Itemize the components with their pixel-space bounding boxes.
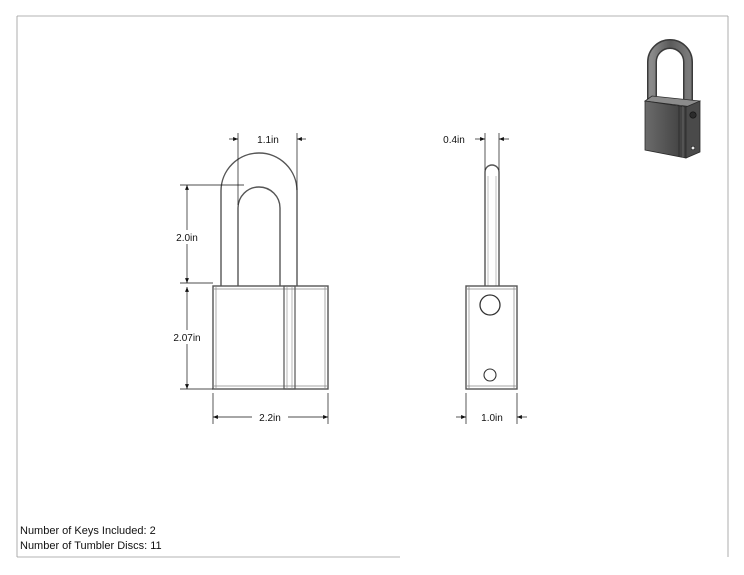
- dim-shackle-thickness-label: 0.4in: [443, 135, 465, 146]
- dim-shackle-width-label: 1.1in: [257, 135, 279, 146]
- front-shackle-inner: [238, 187, 280, 286]
- keyhole-circle: [480, 295, 500, 315]
- specification-notes: [20, 524, 162, 554]
- tumbler-discs-note: Number of Tumbler Discs: 11: [20, 540, 162, 552]
- dim-body-width-label: 2.2in: [259, 413, 281, 424]
- keys-included-note: Number of Keys Included: 2: [20, 525, 156, 537]
- iso-keyhole: [690, 112, 696, 118]
- dim-body-height-label: 2.07in: [173, 333, 201, 344]
- dim-body-depth-label: 1.0in: [481, 413, 503, 424]
- pin-hole-circle: [484, 369, 496, 381]
- front-shackle-outer: [221, 153, 297, 286]
- iso-body-front: [645, 101, 686, 158]
- side-view: [466, 165, 517, 389]
- front-view: [213, 153, 328, 389]
- iso-pin-hole: [691, 146, 695, 150]
- front-body: [213, 286, 328, 389]
- side-body: [466, 286, 517, 389]
- front-dimensions: [180, 133, 328, 424]
- isometric-view: [645, 44, 700, 158]
- front-body-band: [284, 286, 295, 389]
- sheet-border: [17, 16, 728, 557]
- side-shackle: [485, 165, 499, 286]
- dim-shackle-height-label: 2.0in: [176, 233, 198, 244]
